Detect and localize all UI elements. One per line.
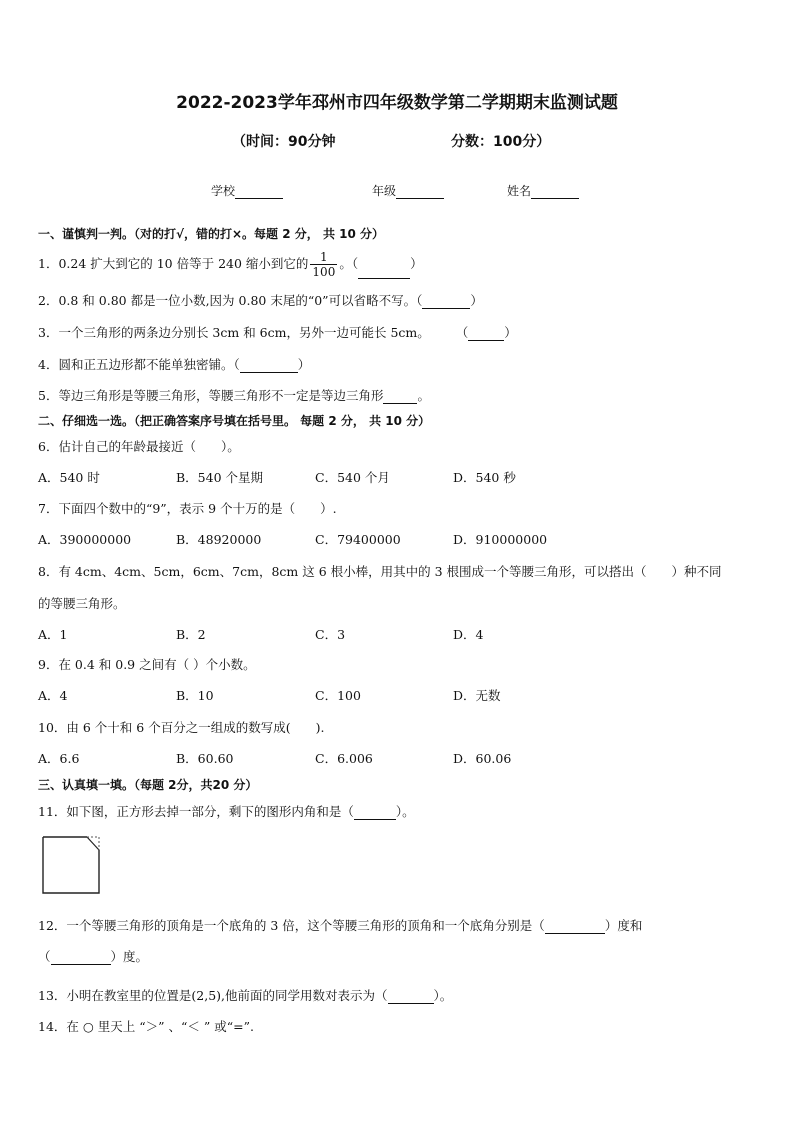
question-4: [38, 355, 310, 373]
question-8: 8．有 4cm、4cm、5cm，6cm、7cm，8cm 这 6 根小棒，用其中的 3 根围成一个等腰三角形，可以搭出（ ）种不同: [38, 564, 722, 579]
question-5-end: 。: [417, 388, 430, 403]
question-12-mid: ）度和: [604, 918, 643, 933]
question-13-text: 13．小明在教室里的位置是(2,5),他前面的同学用数对表示为（: [38, 988, 388, 1003]
question-3-text: 3．一个三角形的两条边分别长 3cm 和 6cm，另外一边可能长 5cm。: [38, 325, 430, 340]
question-11-text: 11．如下图，正方形去掉一部分，剩下的图形内角和是（: [38, 804, 354, 819]
question-7: 7．下面四个数中的“9”，表示 9 个十万的是（ ）.: [38, 501, 337, 516]
q6-option-a[interactable]: A．540 时: [38, 470, 100, 485]
school-label: 学校: [211, 184, 236, 198]
question-3: [38, 323, 517, 341]
grade-label: 年级: [372, 184, 397, 198]
question-11: [38, 802, 415, 820]
q10-option-a[interactable]: A．6.6: [38, 751, 80, 766]
grade-blank[interactable]: [396, 186, 444, 199]
answer-blank-3[interactable]: [468, 328, 504, 341]
q7-option-d[interactable]: D．910000000: [453, 532, 548, 547]
q7-option-a[interactable]: A．390000000: [38, 532, 132, 547]
q7-option-c[interactable]: C．79400000: [315, 532, 401, 547]
question-2-text: 2．0.8 和 0.80 都是一位小数,因为 0.80 末尾的“0”可以省略不写。（: [38, 293, 423, 308]
page-title: 2022-2023学年邳州市四年级数学第二学期期末监测试题: [176, 93, 618, 113]
question-12: [38, 916, 642, 934]
question-2-close: ）: [470, 293, 483, 308]
name-field[interactable]: [507, 182, 579, 199]
question-6: 6．估计自己的年龄最接近（ ）。: [38, 439, 240, 454]
fraction-numerator: 1: [310, 250, 337, 265]
question-3-open: （: [455, 325, 469, 340]
question-2: [38, 291, 483, 309]
q10-option-c[interactable]: C．6.006: [315, 751, 373, 766]
q10-option-b[interactable]: B．60.60: [176, 751, 234, 766]
q6-option-b[interactable]: B．540 个星期: [176, 470, 264, 485]
q8-option-a[interactable]: A．1: [38, 627, 68, 642]
fraction-denominator: 100: [312, 265, 336, 279]
school-blank[interactable]: [235, 186, 283, 199]
name-label: 姓名: [507, 184, 532, 198]
answer-blank-11[interactable]: [354, 807, 396, 820]
q8-option-c[interactable]: C．3: [315, 627, 346, 642]
question-14: 14．在 ○ 里天上 “＞” 、“＜ ” 或“=”.: [38, 1019, 254, 1034]
cut-square-figure: [42, 836, 102, 896]
answer-blank-4[interactable]: [240, 360, 298, 373]
question-10: 10．由 6 个十和 6 个百分之一组成的数写成( ).: [38, 720, 325, 735]
question-12-close2: ）度。: [110, 949, 149, 964]
question-11-close: ）。: [395, 804, 415, 819]
question-12-text: 12．一个等腰三角形的顶角是一个底角的 3 倍，这个等腰三角形的顶角和一个底角分别是（: [38, 918, 545, 933]
question-12-open2: （: [38, 949, 51, 964]
total-score: 分数：100分）: [451, 134, 551, 150]
question-1-text: 1．0.24 扩大到它的 10 倍等于 240 缩小到它的: [38, 256, 309, 271]
answer-blank-5[interactable]: [383, 391, 417, 404]
q9-option-a[interactable]: A．4: [38, 688, 68, 703]
question-1-open: 。（: [339, 256, 359, 271]
q8-option-d[interactable]: D．4: [453, 627, 484, 642]
section-1-heading: 一、谨慎判一判。（对的打√，错的打×。每题 2 分， 共 10 分）: [38, 227, 384, 241]
question-13: [38, 986, 452, 1004]
question-4-close: ）: [297, 357, 311, 372]
q9-option-d[interactable]: D．无数: [453, 688, 501, 703]
q7-option-b[interactable]: B．48920000: [176, 532, 262, 547]
grade-field[interactable]: [372, 182, 444, 199]
answer-blank-12b[interactable]: [51, 952, 111, 965]
answer-blank-2[interactable]: [422, 296, 470, 309]
school-field[interactable]: [211, 182, 283, 199]
answer-blank-1[interactable]: [358, 266, 410, 279]
question-5-text: 5．等边三角形是等腰三角形，等腰三角形不一定是等边三角形: [38, 388, 384, 403]
q9-option-b[interactable]: B．10: [176, 688, 214, 703]
question-13-close: ）。: [433, 988, 453, 1003]
question-5: [38, 386, 430, 404]
question-8-cont: 的等腰三角形。: [38, 596, 126, 611]
answer-blank-12a[interactable]: [545, 921, 605, 934]
q6-option-c[interactable]: C．540 个月: [315, 470, 390, 485]
name-blank[interactable]: [531, 186, 579, 199]
time-limit: （时间：90分钟: [232, 134, 336, 150]
question-1-close: ）: [410, 256, 423, 271]
section-3-heading: 三、认真填一填。（每题 2分，共20 分）: [38, 778, 258, 792]
question-4-text: 4．圆和正五边形都不能单独密铺。（: [38, 357, 240, 372]
q9-option-c[interactable]: C．100: [315, 688, 361, 703]
question-9: 9．在 0.4 和 0.9 之间有（ ）个小数。: [38, 657, 256, 672]
section-2-heading: 二、仔细选一选。（把正确答案序号填在括号里。 每题 2 分， 共 10 分）: [38, 414, 431, 428]
fraction: [310, 250, 337, 279]
q8-option-b[interactable]: B．2: [176, 627, 206, 642]
question-1: [38, 250, 423, 279]
q6-option-d[interactable]: D．540 秒: [453, 470, 516, 485]
question-12-cont: [38, 947, 148, 965]
answer-blank-13[interactable]: [388, 991, 434, 1004]
question-3-close: ）: [504, 325, 517, 340]
q10-option-d[interactable]: D．60.06: [453, 751, 512, 766]
